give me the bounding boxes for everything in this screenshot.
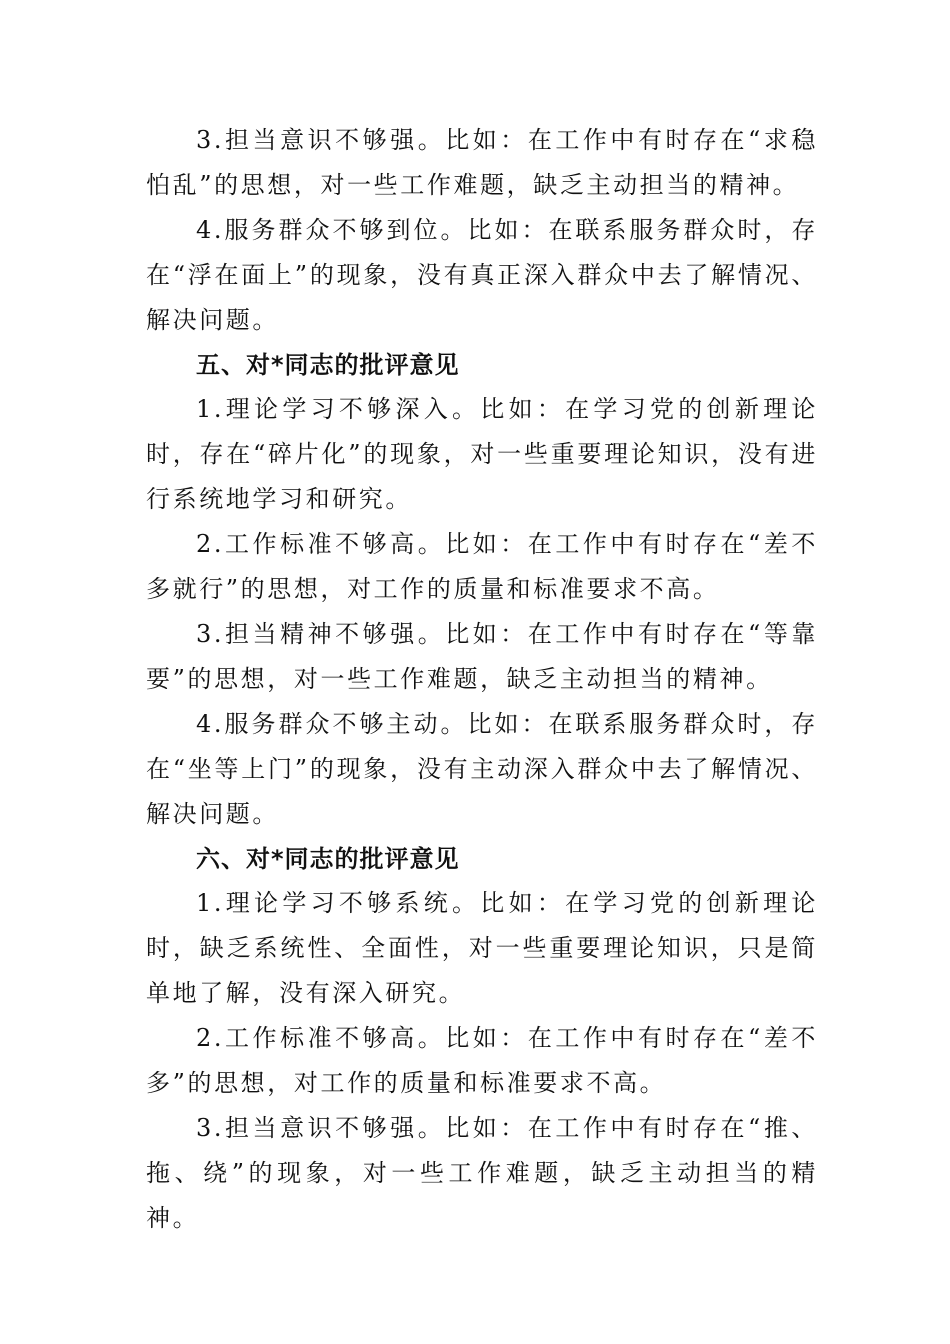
document-body [146, 118, 818, 1241]
paragraph-item-2-work-standard: 2.工作标准不够高。比如：在工作中有时存在“差不多就行”的思想，对工作的质量和标准要求不高。 [146, 530, 818, 604]
paragraph-item-3-responsibility-spirit: 3.担当精神不够强。比如：在工作中有时存在“等靠要”的思想，对一些工作难题，缺乏主动担当的精神。 [146, 619, 818, 693]
paragraph-item-1-theory-study: 1.理论学习不够深入。比如：在学习党的创新理论时，存在“碎片化”的现象，对一些重要理论知识，没有进行系统地学习和研究。 [146, 395, 818, 514]
paragraph-item-3-responsibility-six: 3.担当意识不够强。比如：在工作中有时存在“推、拖、绕”的现象，对一些工作难题，缺乏主动担当的精神。 [146, 1113, 818, 1232]
paragraph-item-4-serve-masses-active: 4.服务群众不够主动。比如：在联系服务群众时，存在“坐等上门”的现象，没有主动深入群众中去了解情况、解决问题。 [146, 709, 818, 828]
paragraph-item-2-work-standard-six: 2.工作标准不够高。比如：在工作中有时存在“差不多”的思想，对工作的质量和标准要求不高。 [146, 1024, 818, 1098]
paragraph-item-4-serve-masses: 4.服务群众不够到位。比如：在联系服务群众时，存在“浮在面上”的现象，没有真正深入群众中去了解情况、解决问题。 [146, 215, 818, 334]
paragraph-item-1-theory-systematic: 1.理论学习不够系统。比如：在学习党的创新理论时，缺乏系统性、全面性，对一些重要理论知识，只是简单地了解，没有深入研究。 [146, 889, 818, 1008]
section-heading-six: 六、对*同志的批评意见 [196, 844, 460, 873]
section-heading-five: 五、对*同志的批评意见 [196, 350, 460, 379]
paragraph-item-3-strong-responsibility: 3.担当意识不够强。比如：在工作中有时存在“求稳怕乱”的思想，对一些工作难题，缺乏主动担当的精神。 [146, 126, 818, 199]
